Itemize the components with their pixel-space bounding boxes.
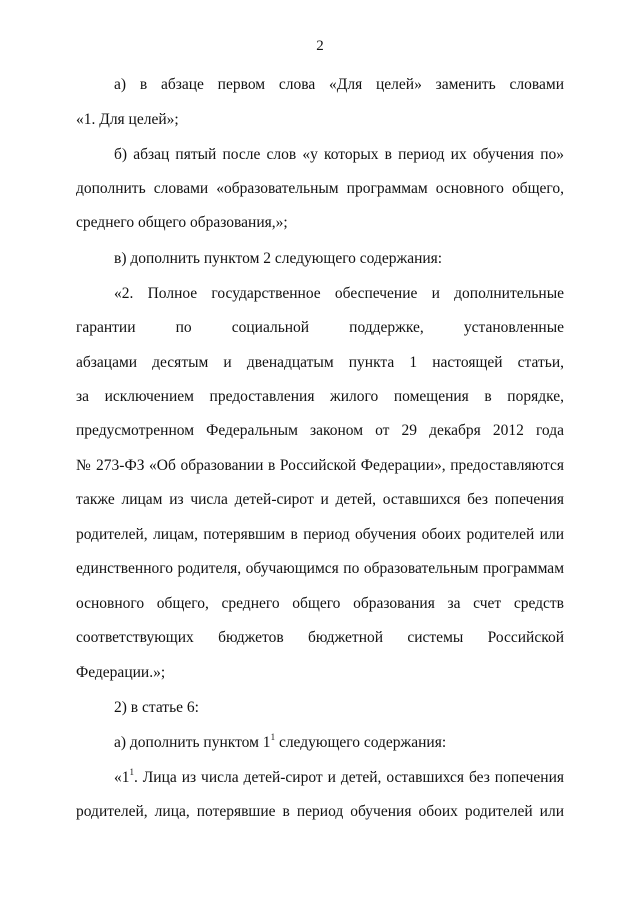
text-line: основного общего, среднего общего образования за счет средств <box>76 595 564 612</box>
page-number: 2 <box>316 38 324 54</box>
superscript: 1 <box>270 731 276 742</box>
text-line-with-superscript <box>114 768 564 788</box>
text-segment: следующего содержания: <box>275 734 447 751</box>
text-line: также лицам из числа детей-сирот и детей, оставшихся без попечения <box>76 491 564 508</box>
text-line: Федерации.»; <box>76 664 166 681</box>
text-line: родителей, лицам, потерявшим в период обучения обоих родителей или <box>76 526 564 543</box>
text-line: абзацами десятым и двенадцатым пункта 1 настоящей статьи, <box>76 354 564 371</box>
text-line: а) в абзаце первом слова «Для целей» заменить словами <box>114 76 564 93</box>
text-line: дополнить словами «образовательным программам основного общего, <box>76 180 564 197</box>
text-line-with-superscript <box>114 733 564 753</box>
text-line: б) абзац пятый после слов «у которых в период их обучения по» <box>114 146 564 163</box>
text-line: гарантии по социальной поддержке, установленные <box>76 319 564 336</box>
text-line: предусмотренном Федеральным законом от 29 декабря 2012 года <box>76 422 564 439</box>
text-line: «1. Для целей»; <box>76 111 179 128</box>
text-line: № 273-ФЗ «Об образовании в Российской Федерации», предоставляются <box>76 457 564 474</box>
text-segment: а) дополнить пунктом 1 <box>114 734 271 751</box>
text-line: в) дополнить пунктом 2 следующего содержания: <box>114 250 443 267</box>
text-segment: . Лица из числа детей-сирот и детей, оставшихся без попечения <box>134 769 564 786</box>
superscript: 1 <box>129 766 134 777</box>
text-line: единственного родителя, обучающимся по образовательным программам <box>76 560 564 577</box>
text-line: соответствующих бюджетов бюджетной системы Российской <box>76 629 564 646</box>
text-line: родителей, лица, потерявшие в период обучения обоих родителей или <box>76 803 564 820</box>
text-segment: «1 <box>114 769 130 786</box>
text-line: 2) в статье 6: <box>114 699 199 716</box>
text-line: за исключением предоставления жилого помещения в порядке, <box>76 388 564 405</box>
text-line: «2. Полное государственное обеспечение и дополнительные <box>114 285 564 302</box>
text-line: среднего общего образования,»; <box>76 214 288 231</box>
